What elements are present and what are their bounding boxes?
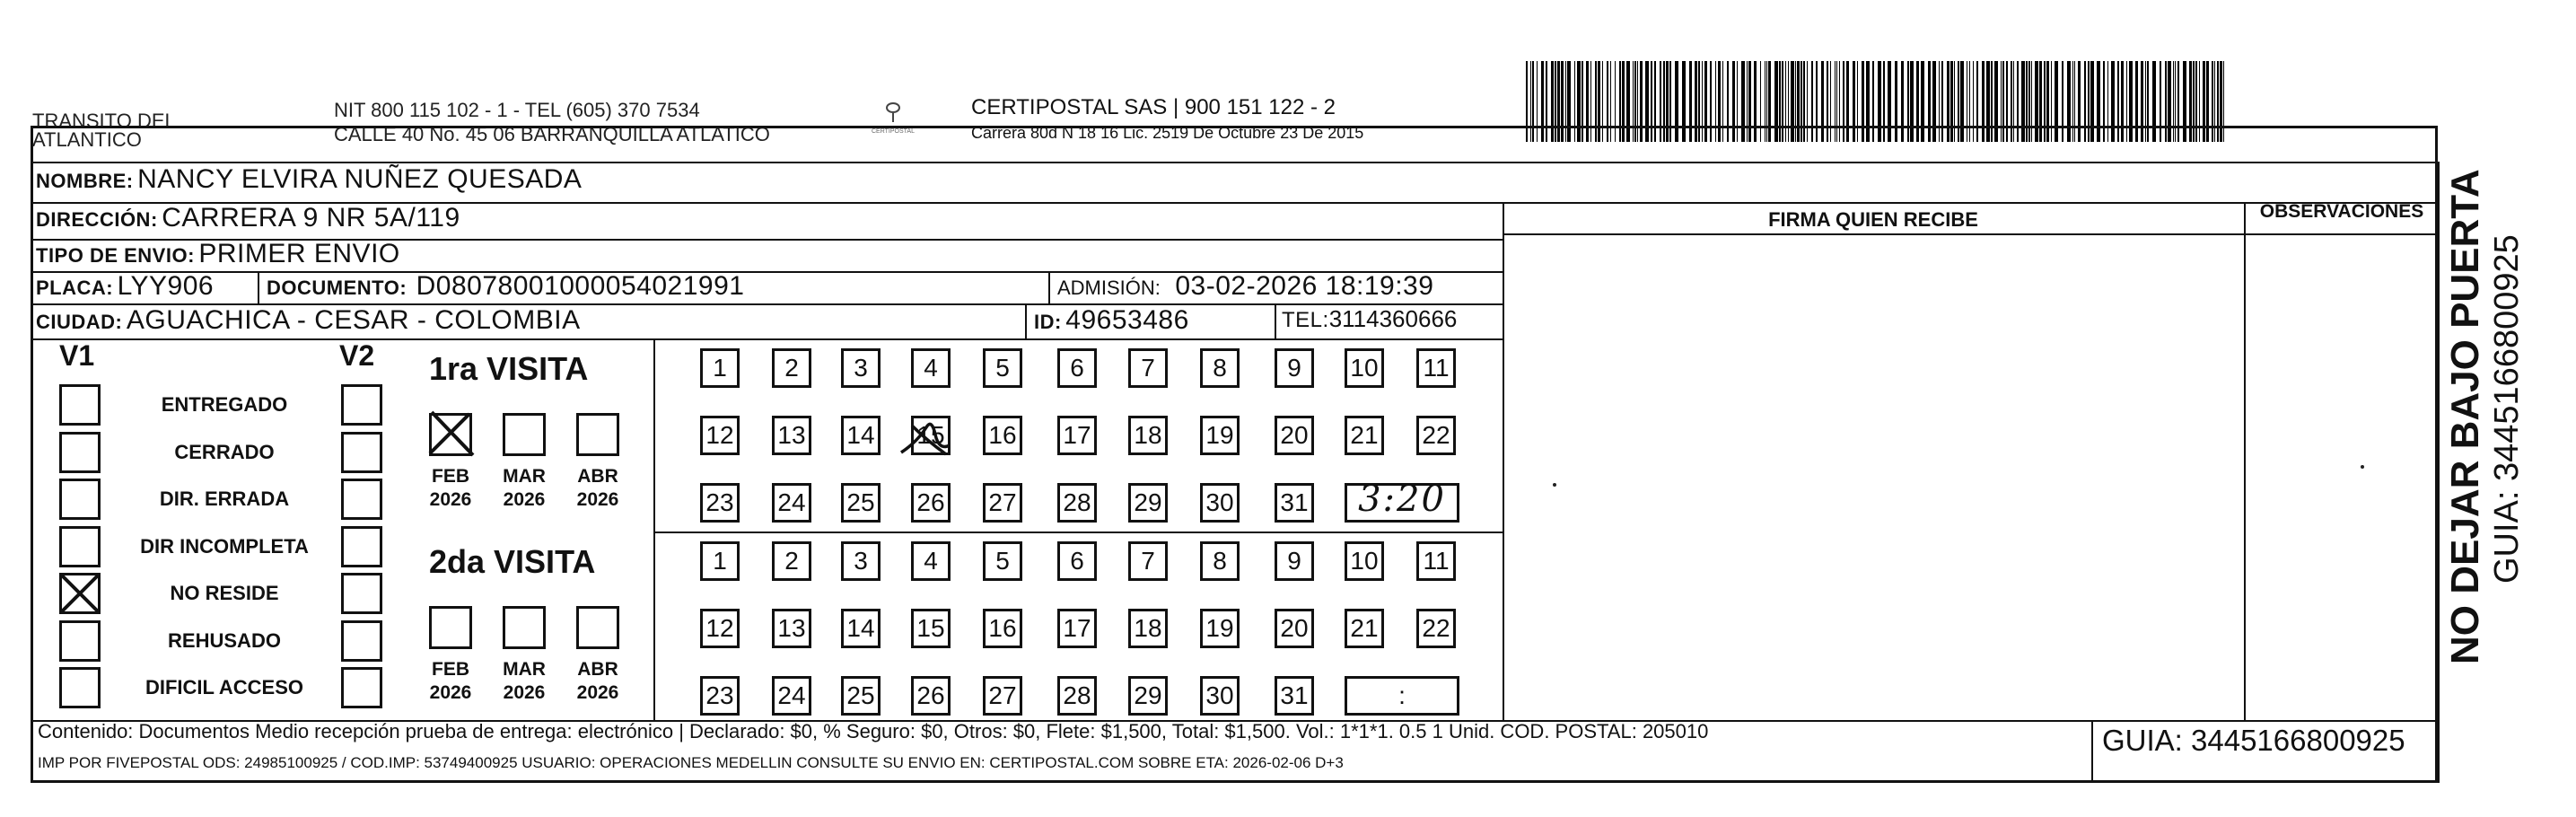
day-box[interactable]: 18 [1128, 416, 1168, 455]
day-box[interactable]: 24 [772, 676, 811, 716]
direccion-value: CARRERA 9 NR 5A/119 [162, 203, 460, 233]
day-box[interactable]: 17 [1057, 609, 1097, 648]
day-box[interactable]: 17 [1057, 416, 1097, 455]
sender-line-2: ATLANTICO [32, 128, 142, 151]
day-box[interactable]: 27 [983, 483, 1022, 523]
v1-checkbox[interactable] [59, 573, 101, 614]
month-label: MAR 2026 [503, 659, 546, 703]
direccion-row [36, 203, 460, 233]
day-box[interactable]: 20 [1275, 609, 1314, 648]
v2-checkbox[interactable] [341, 620, 382, 662]
month-checkbox[interactable] [503, 413, 546, 456]
company-line: CERTIPOSTAL SAS | 900 151 122 - 2 [971, 95, 1336, 119]
month-checkbox[interactable] [503, 606, 546, 649]
month-label: ABR 2026 [576, 466, 619, 510]
day-box[interactable]: 24 [772, 483, 811, 523]
v2-checkbox[interactable] [341, 573, 382, 614]
day-box[interactable]: 15 [911, 609, 951, 648]
placa-value: LYY906 [117, 271, 215, 301]
day-box[interactable]: 14 [841, 609, 881, 648]
day-box[interactable]: 7 [1128, 541, 1168, 581]
v1-label: V1 [59, 339, 95, 372]
firma-header: FIRMA QUIEN RECIBE [1768, 208, 1978, 231]
tel-value: 3114360666 [1328, 305, 1458, 332]
no-dejar-warning: NO DEJAR BAJO PUERTA [2443, 169, 2487, 664]
day-box[interactable]: 13 [772, 609, 811, 648]
day-box[interactable]: 6 [1057, 541, 1097, 581]
status-option-label: NO RESIDE [170, 582, 279, 604]
v2-label: V2 [339, 339, 375, 372]
contenido-line: Contenido: Documentos Medio recepción prueba de entrega: electrónico | Declarado: $0, % Seguro: $0, Otros: $0, Flete: $1,500, Total: $1,500. Vol.: 1*1*1. 0.5 1 Unid. COD. POSTAL: 205010 [38, 720, 1709, 742]
admision-label: ADMISIÓN: [1057, 277, 1161, 299]
observations-area[interactable] [2253, 239, 2432, 715]
documento-row [267, 271, 744, 302]
id-row [1034, 305, 1189, 336]
v2-checkbox[interactable] [341, 526, 382, 567]
visit-title: 2da VISITA [429, 543, 596, 580]
day-box[interactable]: 31 [1275, 483, 1314, 523]
day-box[interactable]: 26 [911, 483, 951, 523]
tipo-envio-row [36, 239, 400, 269]
day-box[interactable]: 25 [841, 483, 881, 523]
guia-vertical: GUIA: 3445166800925 [2488, 234, 2526, 584]
day-box[interactable]: 22 [1416, 416, 1456, 455]
day-box[interactable]: 12 [700, 609, 740, 648]
documento-value: D08078001000054021991 [416, 271, 745, 301]
day-box[interactable]: 31 [1275, 676, 1314, 716]
ciudad-value: AGUACHICA - CESAR - COLOMBIA [126, 305, 581, 335]
day-box[interactable]: 21 [1345, 416, 1384, 455]
nombre-value: NANCY ELVIRA NUÑEZ QUESADA [137, 164, 583, 194]
tel-label: TEL: [1282, 308, 1329, 332]
day-box[interactable]: 18 [1128, 609, 1168, 648]
day-box[interactable]: 11 [1416, 541, 1456, 581]
direccion-label: DIRECCIÓN: [36, 208, 158, 231]
day-box[interactable]: 13 [772, 416, 811, 455]
day-box[interactable]: 15 [911, 416, 951, 455]
v1-checkbox[interactable] [59, 620, 101, 662]
observaciones-header: OBSERVACIONES [2259, 201, 2424, 222]
status-option-label: DIR INCOMPLETA [140, 534, 309, 558]
day-box[interactable]: 7 [1128, 348, 1168, 388]
day-box[interactable]: 5 [983, 541, 1022, 581]
ink-dot [1553, 483, 1556, 487]
month-label: ABR 2026 [576, 659, 619, 703]
placa-row [36, 271, 214, 302]
day-box[interactable]: 10 [1345, 348, 1384, 388]
time-box[interactable]: 3:20 [1345, 483, 1459, 523]
id-value: 49653486 [1065, 305, 1189, 335]
day-box[interactable]: 22 [1416, 609, 1456, 648]
day-box[interactable]: 4 [911, 541, 951, 581]
guia-footer: GUIA: 3445166800925 [2102, 724, 2405, 757]
day-box[interactable]: 8 [1200, 348, 1240, 388]
sender-line-1: TRANSITO DEL [32, 110, 176, 132]
admision-row [1057, 271, 1433, 302]
month-label: MAR 2026 [503, 466, 546, 510]
day-box[interactable]: 3 [841, 348, 881, 388]
nombre-row [36, 164, 582, 195]
day-box[interactable]: 5 [983, 348, 1022, 388]
month-checkbox[interactable] [429, 413, 472, 456]
day-box[interactable]: 2 [772, 348, 811, 388]
month-label: FEB 2026 [429, 466, 472, 510]
day-box[interactable]: 23 [700, 483, 740, 523]
day-box[interactable]: 28 [1057, 483, 1097, 523]
day-box[interactable]: 23 [700, 676, 740, 716]
visit-title: 1ra VISITA [429, 350, 589, 387]
status-option-label: ENTREGADO [161, 393, 288, 416]
day-box[interactable]: 9 [1275, 541, 1314, 581]
day-box[interactable]: 1 [700, 541, 740, 581]
day-box[interactable]: 29 [1128, 676, 1168, 716]
ink-dot [2361, 465, 2364, 469]
day-box[interactable]: 3 [841, 541, 881, 581]
day-box[interactable]: 12 [700, 416, 740, 455]
day-box[interactable]: 2 [772, 541, 811, 581]
license-line: Carrera 80d N 18 16 Lic. 2519 De Octubre 23 De 2015 [971, 124, 1364, 142]
v1-checkbox[interactable] [59, 479, 101, 520]
day-box[interactable]: 16 [983, 416, 1022, 455]
day-box[interactable]: 11 [1416, 348, 1456, 388]
address-line: CALLE 40 No. 45 06 BARRANQUILLA ATLATICO [334, 123, 770, 145]
nombre-label: NOMBRE: [36, 170, 134, 192]
time-box[interactable]: : [1345, 676, 1459, 716]
day-box[interactable]: 9 [1275, 348, 1314, 388]
status-option-label: REHUSADO [168, 628, 281, 652]
status-option-label: CERRADO [174, 440, 275, 463]
v2-checkbox[interactable] [341, 479, 382, 520]
tel-row [1282, 305, 1457, 333]
status-option-label: DIFICIL ACCESO [145, 676, 303, 698]
v1-checkbox[interactable] [59, 667, 101, 708]
day-box[interactable]: 1 [700, 348, 740, 388]
status-option-label: DIR. ERRADA [159, 488, 290, 510]
day-box[interactable]: 20 [1275, 416, 1314, 455]
day-box[interactable]: 25 [841, 676, 881, 716]
imp-line: IMP POR FIVEPOSTAL ODS: 24985100925 / COD.IMP: 53749400925 USUARIO: OPERACIONES MEDELLIN CONSULTE SU ENVIO EN: CERTIPOSTAL.COM SOBRE ETA: 2026-02-06 D+3 [38, 754, 1344, 771]
day-box[interactable]: 21 [1345, 609, 1384, 648]
day-box[interactable]: 14 [841, 416, 881, 455]
day-box[interactable]: 6 [1057, 348, 1097, 388]
day-box[interactable]: 26 [911, 676, 951, 716]
day-box[interactable]: 27 [983, 676, 1022, 716]
day-box[interactable]: 28 [1057, 676, 1097, 716]
admision-value: 03-02-2026 18:19:39 [1175, 271, 1434, 301]
id-label: ID: [1034, 311, 1062, 333]
day-box[interactable]: 10 [1345, 541, 1384, 581]
day-box[interactable]: 30 [1200, 483, 1240, 523]
v2-checkbox[interactable] [341, 432, 382, 473]
signature-area[interactable] [1511, 242, 2235, 715]
tipo-envio-value: PRIMER ENVIO [198, 239, 400, 268]
month-checkbox[interactable] [429, 606, 472, 649]
v1-checkbox[interactable] [59, 432, 101, 473]
ciudad-label: CIUDAD: [36, 311, 123, 333]
month-checkbox[interactable] [576, 413, 619, 456]
day-box[interactable]: 19 [1200, 609, 1240, 648]
month-checkbox[interactable] [576, 606, 619, 649]
nit-line: NIT 800 115 102 - 1 - TEL (605) 370 7534 [334, 99, 700, 121]
documento-label: DOCUMENTO: [267, 277, 407, 299]
v2-checkbox[interactable] [341, 384, 382, 426]
day-box[interactable]: 16 [983, 609, 1022, 648]
tipo-envio-label: TIPO DE ENVIO: [36, 244, 195, 267]
v1-checkbox[interactable] [59, 526, 101, 567]
ciudad-row [36, 305, 581, 336]
v1-checkbox[interactable] [59, 384, 101, 426]
v2-checkbox[interactable] [341, 667, 382, 708]
day-box[interactable]: 30 [1200, 676, 1240, 716]
day-box[interactable]: 19 [1200, 416, 1240, 455]
day-box[interactable]: 4 [911, 348, 951, 388]
day-box[interactable]: 8 [1200, 541, 1240, 581]
placa-label: PLACA: [36, 277, 114, 299]
svg-text:CERTIPOSTAL: CERTIPOSTAL [872, 128, 915, 135]
month-label: FEB 2026 [429, 659, 472, 703]
day-box[interactable]: 29 [1128, 483, 1168, 523]
